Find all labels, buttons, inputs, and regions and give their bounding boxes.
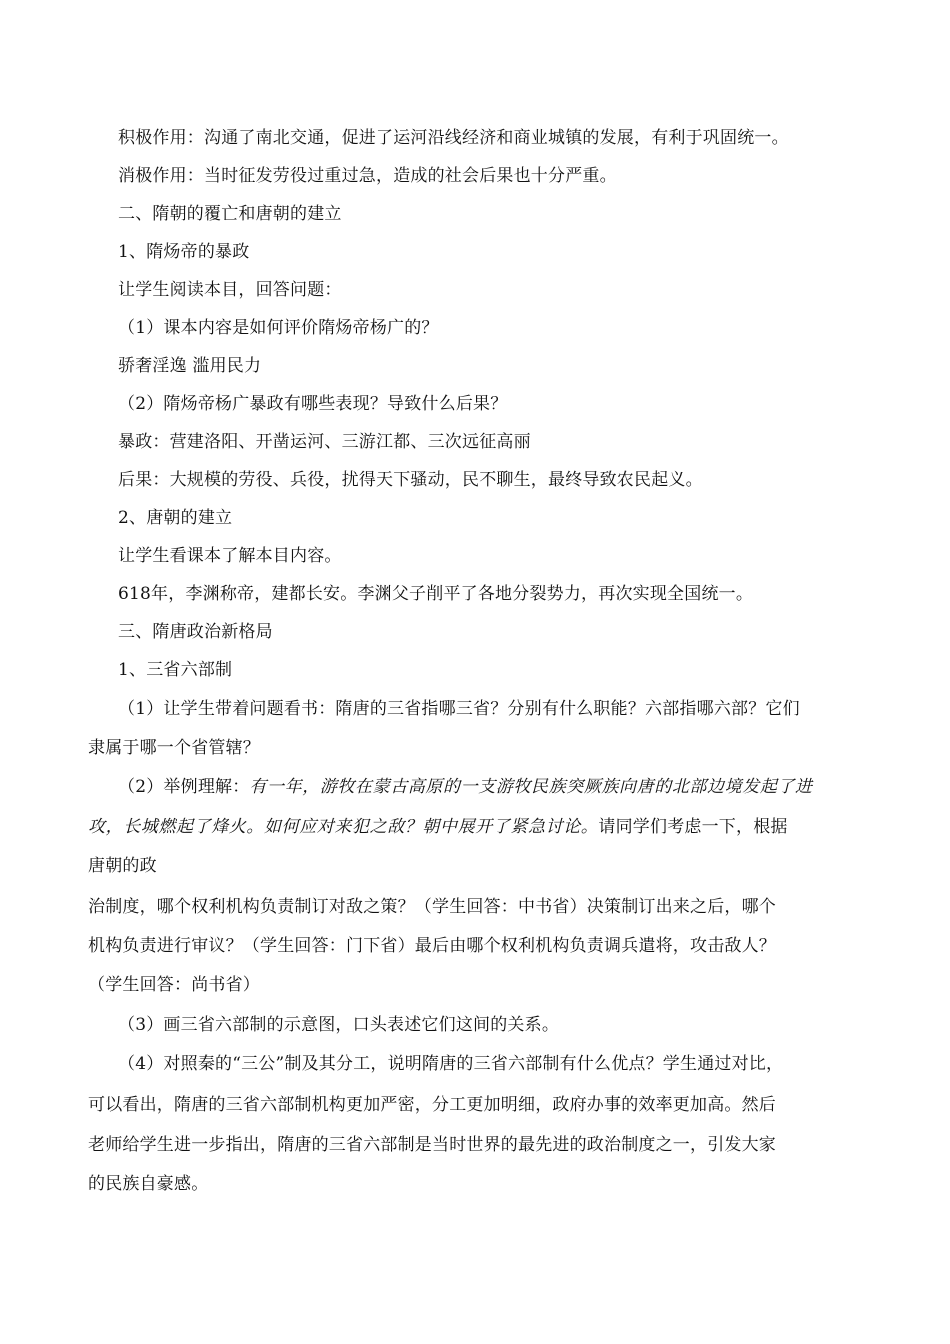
item-2-line-2	[88, 816, 788, 838]
item-2-line-5: 机构负责进行审议？（学生回答：门下省）最后由哪个权利机构负责调兵遣将，攻击敌人？	[88, 936, 776, 956]
item-2-line-4: 治制度，哪个权利机构负责制订对敌之策？（学生回答：中书省）决策制订出来之后，哪个	[88, 897, 776, 917]
answer-1: 骄奢淫逸 滥用民力	[118, 356, 262, 376]
item-2-line-3: 唐朝的政	[88, 856, 157, 876]
item-2-example-text-cont: 攻，长城燃起了烽火。如何应对来犯之敌？朝中展开了紧急讨论。	[88, 817, 599, 837]
item-4-line-3: 老师给学生进一步指出，隋唐的三省六部制是当时世界的最先进的政治制度之一，引发大家	[88, 1135, 776, 1155]
item-4-line-2: 可以看出，隋唐的三省六部制机构更加严密，分工更加明细，政府办事的效率更加高。然后	[88, 1095, 776, 1115]
paragraph-instruction: 让学生阅读本目，回答问题：	[118, 280, 342, 300]
answer-2-tyranny: 暴政：营建洛阳、开凿运河、三游江都、三次远征高丽	[118, 432, 531, 452]
item-4-line-4: 的民族自豪感。	[88, 1174, 209, 1194]
item-1-line-2: 隶属于哪一个省管辖？	[88, 738, 260, 758]
paragraph-negative-effect: 消极作用：当时征发劳役过重过急，造成的社会后果也十分严重。	[118, 166, 617, 186]
subsection-heading-2-1: 1、隋炀帝的暴政	[118, 242, 250, 262]
paragraph-instruction-2: 让学生看课本了解本目内容。	[118, 546, 342, 566]
item-4-line-1: （4）对照秦的“三公”制及其分工，说明隋唐的三省六部制有什么优点？学生通过对比，	[118, 1054, 784, 1074]
section-heading-3: 三、隋唐政治新格局	[118, 622, 273, 642]
item-2-line-6: （学生回答：尚书省）	[88, 975, 260, 995]
answer-2-consequence: 后果：大规模的劳役、兵役，扰得天下骚动，民不聊生，最终导致农民起义。	[118, 470, 703, 490]
item-2-prompt: 请同学们考虑一下，根据	[598, 817, 788, 837]
item-2-example-text: 有一年，游牧在蒙古高原的一支游牧民族突厥族向唐的北部边境发起了进	[249, 777, 813, 797]
subsection-heading-2-2: 2、唐朝的建立	[118, 508, 233, 528]
item-1-line-1: （1）让学生带着问题看书：隋唐的三省指哪三省？分别有什么职能？六部指哪六部？它们	[118, 699, 800, 719]
paragraph-tang-founding: 618年，李渊称帝，建都长安。李渊父子削平了各地分裂势力，再次实现全国统一。	[118, 584, 754, 604]
item-3: （3）画三省六部制的示意图，口头表述它们这间的关系。	[118, 1015, 560, 1035]
item-2-line-1	[118, 776, 813, 798]
paragraph-positive-effect: 积极作用：沟通了南北交通，促进了运河沿线经济和商业城镇的发展，有利于巩固统一。	[118, 128, 789, 148]
question-2: （2）隋炀帝杨广暴政有哪些表现？导致什么后果？	[118, 394, 508, 414]
section-heading-2: 二、隋朝的覆亡和唐朝的建立	[118, 204, 342, 224]
question-1: （1）课本内容是如何评价隋炀帝杨广的？	[118, 318, 439, 338]
subsection-heading-3-1: 1、三省六部制	[118, 660, 233, 680]
item-2-label: （2）举例理解：	[118, 777, 250, 797]
